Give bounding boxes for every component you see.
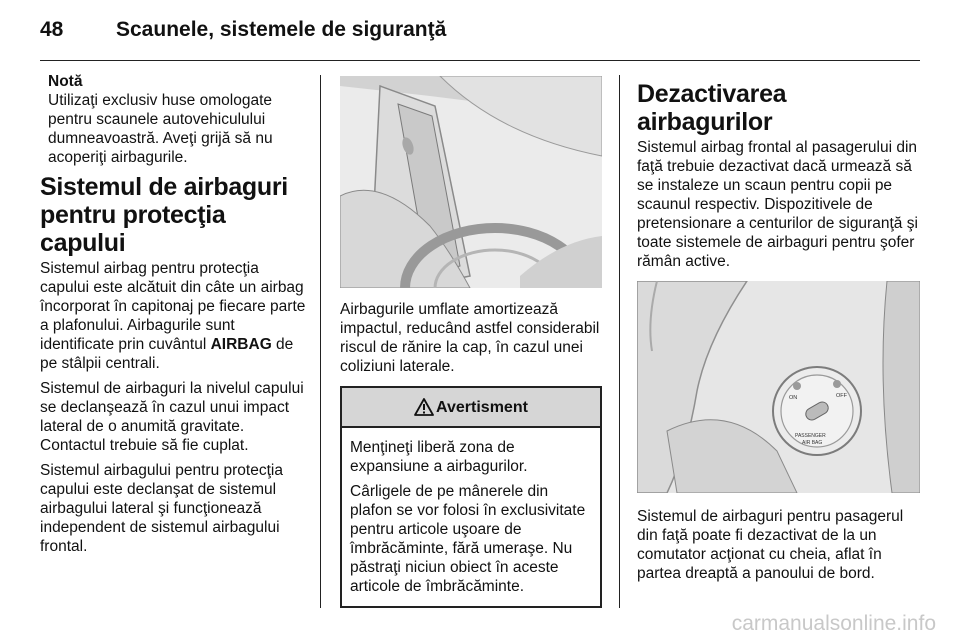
- page-title: Scaunele, sistemele de siguranţă: [116, 18, 447, 41]
- paragraph-independence: Sistemul airbagului pentru protecţia capului este declanşat de sistemul airbagului lateral şi funcţionează independent de sistemul airbagului frontal.: [40, 462, 283, 555]
- warning-box: [340, 386, 602, 608]
- note-text: Utilizaţi exclusiv huse omologate pentru scaunele autovehiculului dumneavoastră. Aveţi grijă să nu acoperiţi airbagurile.: [48, 92, 273, 166]
- watermark: carmanualsonline.info: [731, 612, 936, 635]
- switch-label-off: OFF: [836, 393, 847, 399]
- illustration-caption: Sistemul de airbaguri pentru pasagerul din faţă poate fi dezactivat de la un comutator acţionat cu cheia, aflat în partea dreaptă a panoului de bord.: [637, 508, 904, 582]
- airbag-switch-illustration: [637, 281, 920, 493]
- column-divider-left: [320, 75, 321, 608]
- paragraph-deactivation: Sistemul airbag frontal al pasagerului din faţă trebuie dezactivat dacă urmează să se instaleze un scaun pentru copii pe scaunul respectiv. Dispozitivele de pretensionare a centurilor de siguranţă şi toate sistemele de airbaguri pentru şofer rămân active.: [637, 139, 918, 270]
- paragraph-text: de pe stâlpii centrali.: [40, 336, 294, 372]
- column-middle: [340, 76, 602, 608]
- note-title: Notă: [48, 73, 83, 90]
- warning-header: [342, 388, 600, 428]
- paragraph-text: Sistemul airbag pentru protecţia capului este alcătuit din câte un airbag încorporat în capitonaj pe fiecare parte a plafonului. Airbagurile sunt identificate prin cuvântul: [40, 260, 306, 353]
- note-block: [40, 72, 308, 167]
- column-left: [40, 72, 308, 562]
- head-airbag-illustration: [340, 76, 602, 288]
- page-number: 48: [40, 18, 64, 41]
- switch-label-passenger: PASSENGER: [795, 433, 826, 439]
- column-right: [637, 78, 923, 589]
- paragraph-deployment: Sistemul de airbaguri la nivelul capului se declanşează în cazul unui impact lateral de o anumită gravitate. Contactul trebuie să fie cuplat.: [40, 380, 304, 454]
- page-header: [40, 18, 920, 58]
- switch-label-on: ON: [789, 395, 798, 401]
- warning-title: Avertisment: [436, 398, 528, 416]
- header-rule: [40, 60, 920, 61]
- switch-label-airbag: AIR BAG: [802, 440, 823, 446]
- warning-paragraph: Cârligele de pe mânerele din plafon se vor folosi în exclusivitate pentru articole uşoare de îmbrăcăminte, fără umeraşe. Nu păstraţi niciun obiect în aceste articole de îmbrăcăminte.: [350, 483, 586, 595]
- illustration-caption: Airbagurile umflate amortizează impactul, reducând astfel considerabil riscul de rănire la cap, în cazul unei coliziuni laterale.: [340, 301, 600, 375]
- airbag-keyword: AIRBAG: [210, 336, 272, 353]
- section-heading-deactivation: Dezactivarea airbagurilor: [637, 80, 787, 136]
- paragraph-head-airbag-description: [40, 259, 308, 373]
- column-divider-right: [619, 75, 620, 608]
- section-heading-head-airbags: Sistemul de airbaguri pentru protecţia capului: [40, 173, 288, 257]
- warning-body: [342, 428, 600, 606]
- warning-paragraph: Menţineţi liberă zona de expansiune a airbagurilor.: [350, 439, 528, 475]
- warning-triangle-icon: [414, 397, 434, 417]
